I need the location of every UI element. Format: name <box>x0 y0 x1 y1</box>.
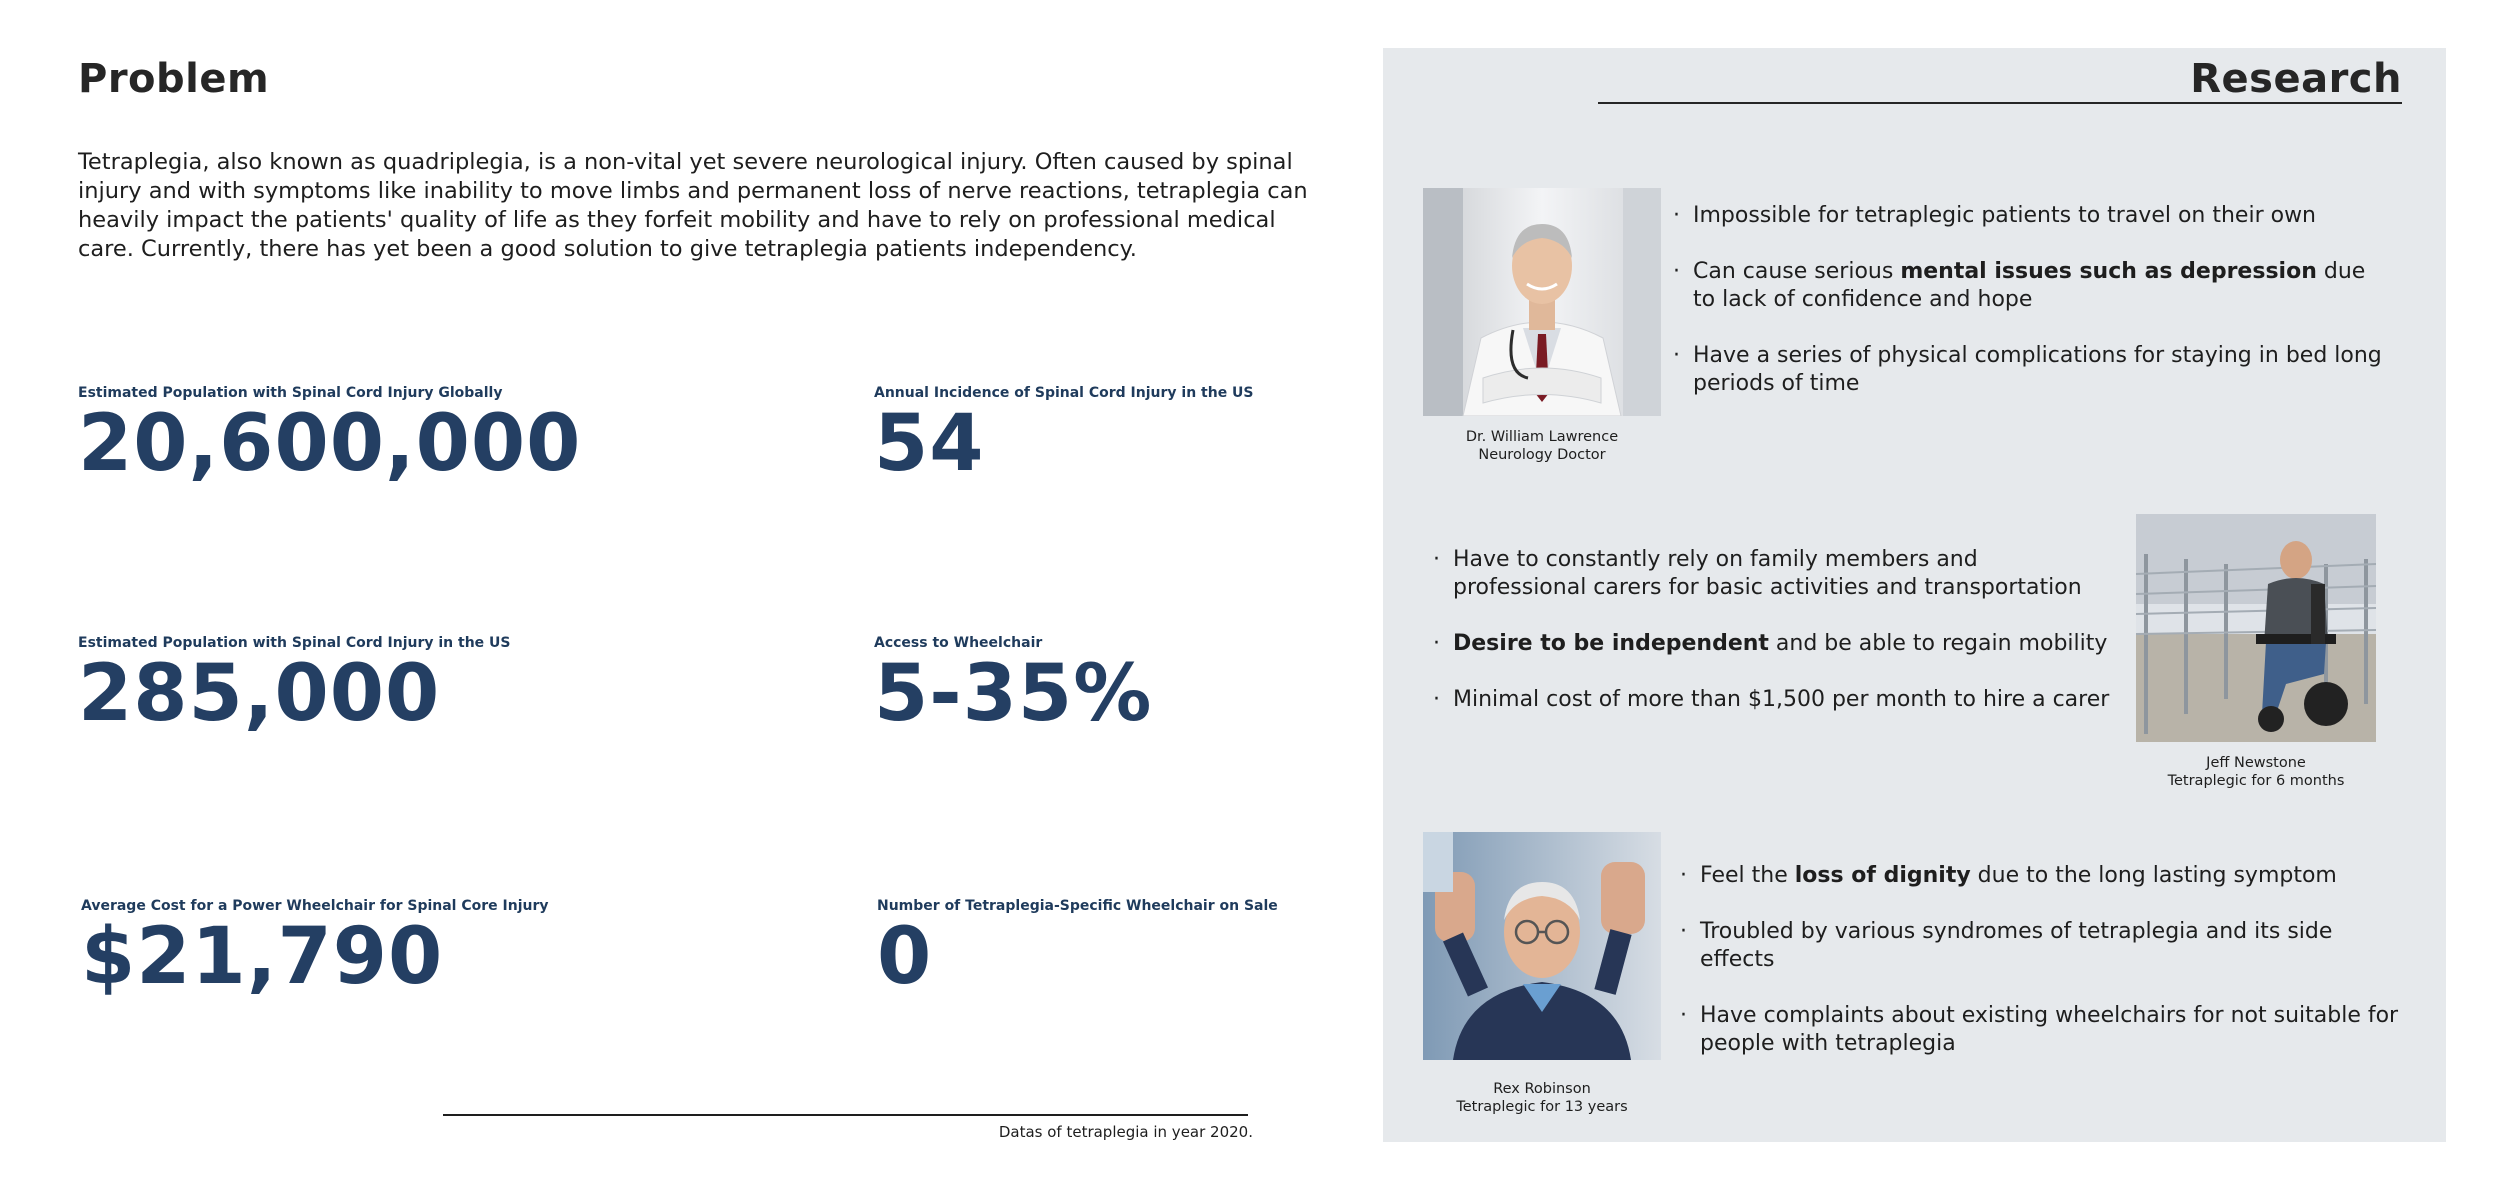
stat-annual-incidence <box>874 385 1254 487</box>
stat-value: 285,000 <box>78 649 441 739</box>
finding-item: · Feel the loss of dignity due to the long lasting symptom <box>1680 862 2400 890</box>
stat-label: Number of Tetraplegia-Specific Wheelchair on Sale <box>877 898 1278 914</box>
finding-item: · Can cause serious mental issues such as depression due to lack of confidence and hope <box>1673 258 2393 314</box>
persona-name: Dr. William Lawrence <box>1465 429 1619 445</box>
rex-caption <box>1423 1080 1661 1116</box>
finding-item: · Impossible for tetraplegic patients to travel on their own <box>1673 202 2393 230</box>
persona-role: Tetraplegic for 13 years <box>1456 1099 1628 1115</box>
finding-item: · Troubled by various syndromes of tetraplegia and its side effects <box>1680 918 2400 974</box>
finding-item: · Desire to be independent and be able to regain mobility <box>1433 630 2113 658</box>
data-divider <box>443 1114 1248 1116</box>
stat-label: Annual Incidence of Spinal Cord Injury in the US <box>874 385 1254 401</box>
stat-label: Average Cost for a Power Wheelchair for Spinal Core Injury <box>81 898 549 914</box>
finding-item: · Have to constantly rely on family members and professional carers for basic activities and transportation <box>1433 546 2113 602</box>
research-title: Research <box>2190 56 2402 102</box>
wheelchair-user-photo <box>2136 514 2376 742</box>
persona-name: Jeff Newstone <box>2206 755 2306 771</box>
stat-specific-wheelchairs <box>877 898 1278 1000</box>
stat-label: Estimated Population with Spinal Cord Injury in the US <box>78 635 511 651</box>
stat-global-population <box>78 385 581 487</box>
stat-average-cost <box>81 898 549 1000</box>
stat-value: 54 <box>874 399 985 489</box>
stat-value: $21,790 <box>81 912 444 1002</box>
doctor-findings-list <box>1673 202 2393 426</box>
persona-name: Rex Robinson <box>1493 1081 1591 1097</box>
problem-body: Tetraplegia, also known as quadriplegia, is a non-vital yet severe neurological injury. Often caused by spinal injury and with symptoms like inability to move limbs and permanent loss of nerve reactions, tetraplegia can heavily impact the patients' quality of life as they forfeit mobility and have to rely on professional medical care. Currently, there has yet been a good solution to give tetraplegia patients independency. <box>78 149 1308 262</box>
stat-wheelchair-access <box>874 635 1152 737</box>
elderly-patient-photo <box>1423 832 1661 1060</box>
research-title-divider <box>1598 102 2402 104</box>
jeff-findings-list <box>1433 546 2113 742</box>
jeff-caption <box>2116 754 2396 790</box>
doctor-caption <box>1423 428 1661 464</box>
doctor-photo <box>1423 188 1661 416</box>
persona-role: Neurology Doctor <box>1478 447 1606 463</box>
finding-item: · Minimal cost of more than $1,500 per month to hire a carer <box>1433 686 2113 714</box>
rex-findings-list <box>1680 862 2400 1086</box>
stat-value: 0 <box>877 912 933 1002</box>
persona-role: Tetraplegic for 6 months <box>2167 773 2345 789</box>
stat-label: Access to Wheelchair <box>874 635 1043 651</box>
problem-title: Problem <box>78 56 270 102</box>
stat-label: Estimated Population with Spinal Cord Injury Globally <box>78 385 503 401</box>
stat-value: 5-35% <box>874 649 1153 739</box>
finding-item: · Have complaints about existing wheelchairs for not suitable for people with tetraplegia <box>1680 1002 2400 1058</box>
data-source-note: Datas of tetraplegia in year 2020. <box>998 1123 1253 1141</box>
stat-value: 20,600,000 <box>78 399 582 489</box>
finding-item: · Have a series of physical complications for staying in bed long periods of time <box>1673 342 2393 398</box>
research-panel <box>1383 48 2446 1142</box>
stat-us-population <box>78 635 510 737</box>
